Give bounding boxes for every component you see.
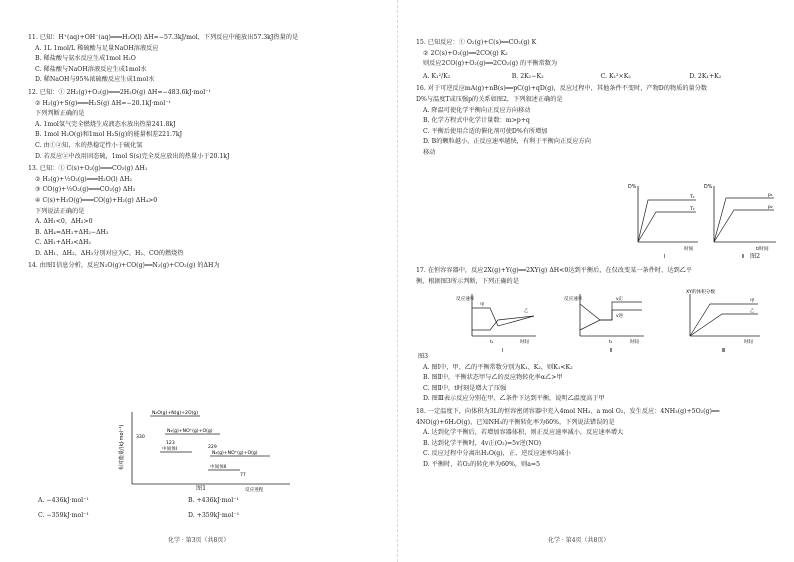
question-stem: 11. 已知：H⁺(aq)+OH⁻(aq)═══H₂O(l) ΔH=−57.3kJ/mol，下列反应中能放出57.3kJ热量的是: [28, 34, 299, 41]
x-axis-label: 时间: [684, 247, 694, 252]
option-b: B. +436kJ·mol⁻¹: [188, 497, 239, 504]
question-stem: 16. 对于可逆反应mA(g)+nB(s)══pC(g)+qD(g)，反应过程中，其他条件不变时，产物D的物质的量分数: [416, 85, 708, 93]
curve-label: 甲: [750, 299, 755, 304]
tick-label: t₁: [609, 340, 613, 345]
option-a: A. 1L 1mol/L 稀硫酸与足量NaOH溶液反应: [35, 44, 159, 52]
option-d: D. 稀NaOH与95%浓硫酸反应生成1mol水: [35, 76, 155, 84]
question-14: [28, 261, 387, 272]
option-c: C. 平衡后使用合适的催化剂可使D%有所增加: [423, 127, 548, 135]
question-stem: 12. 已知：① 2H₂(g)+O₂(g)═══2H₂O(g) ΔH=−483.6kJ·mol⁻¹: [28, 88, 211, 96]
option-a: A. 1mol氢气完全燃烧生成液态水放出热量241.8kJ: [35, 120, 176, 128]
question-stem: 14. 由图1信息分析，反应N₂O(g)+CO(g)══N₂(g)+CO₂(g) 的ΔH为: [28, 262, 220, 270]
graph-label: Ⅱ: [610, 348, 613, 354]
equation: ③ CO(g)+½O₂(g)═══CO₂(g) ΔH₃: [35, 186, 136, 194]
energy-level-label: N₂(g)+NO⁺(g)+O(g): [167, 429, 213, 434]
graph-label: Ⅲ: [722, 348, 726, 354]
y-axis-label: 相对能量/(kJ·mol⁻¹): [119, 424, 125, 470]
point-label: 乙: [524, 309, 529, 314]
option-a: A. K₁²/K₂: [423, 72, 451, 80]
question-prompt: 下列说法正确的是: [35, 207, 85, 215]
x-axis-label: 时间: [744, 340, 753, 345]
option-d-cont: 移动: [423, 148, 436, 156]
option-d: D. +359kJ·mol⁻¹: [188, 511, 240, 519]
curve-label: T₁: [690, 195, 695, 200]
option-b: B. 化学方程式中化学计量数：m>p+q: [423, 117, 530, 125]
figure-2: [626, 178, 782, 260]
curve-label: p₁: [768, 193, 773, 198]
energy-diagram: [120, 408, 300, 494]
question-11: [28, 33, 387, 86]
option-a: A. −436kJ·mol⁻¹: [38, 497, 89, 504]
y-axis-label: XY的体积分数: [686, 290, 715, 295]
option-b: B. 图Ⅱ中，平衡状态甲与乙的反应物转化率α乙>甲: [423, 374, 563, 382]
option-c: C. 图Ⅱ中，t时刻是增大了压强: [423, 384, 507, 392]
question-stem-cont: 衡，根据图3所示判断，下列正确的是: [416, 277, 519, 285]
option-b: B. 稀盐酸与氨水反应生成1mol H₂O: [35, 55, 136, 63]
question-stem: 18. 一定温度下，向体积为3L的恒容密闭容器中充入4mol NH₃、a mol O₂，发生反应：4NH₃(g)+5O₂(g)══: [416, 407, 720, 415]
option-a: A. 降温可使化学平衡向正反应方向移动: [423, 106, 531, 114]
option-c: C. K₁²×K₂: [600, 72, 631, 80]
option-b: B. 2K₁−K₂: [511, 72, 544, 80]
energy-value: 229: [208, 445, 217, 450]
graph-label: Ⅱ: [742, 254, 745, 260]
energy-value: 77: [240, 473, 246, 478]
equation: ② 2C(s)+O₂(g)══2CO(g) K₂: [423, 49, 508, 57]
question-17: [416, 266, 786, 287]
question-prompt: 则反应2CO(g)+O₂(g)══2CO₂(g) 的平衡常数为: [423, 60, 558, 68]
question-stem-cont: 4NO(g)+6H₂O(g)，已知NH₃的平衡转化率为60%，下列说法错误的是: [416, 418, 615, 426]
question-12: [28, 88, 387, 162]
question-prompt: 下列判断正确的是: [35, 110, 85, 118]
energy-level-label: N₂O(g)+N(g)+2O(g): [152, 411, 199, 416]
tick-label: t₁: [490, 340, 494, 345]
curve-label: p₂: [768, 205, 773, 210]
energy-value: 123: [166, 441, 175, 446]
y-axis-label: 反应速率: [564, 297, 583, 302]
figure-caption: 图1: [196, 485, 207, 492]
right-page: [397, 0, 794, 562]
option-c: C. 稀盐酸与NaOH溶液反应生成1mol水: [35, 65, 147, 73]
question-18: [416, 407, 786, 471]
graph-label: Ⅰ: [664, 254, 666, 260]
question-stem-cont: D%与温度T或压强p的关系如图2，下列叙述正确的是: [416, 95, 563, 103]
question-15: [416, 38, 778, 82]
question-16: [416, 84, 778, 158]
option-d: D. B的颗粒越小，正反应速率越快，有利于平衡向正反应方向: [423, 138, 591, 146]
y-axis-label: 反应速率: [456, 297, 475, 302]
option-d: D. 图Ⅲ表示反应分别在甲、乙条件下达到平衡，说明乙温度高于甲: [423, 395, 605, 403]
curve-label: T₂: [690, 207, 695, 212]
option-d: D. 平衡时，若O₂的转化率为60%，则a=5: [423, 460, 541, 468]
question-17-options: [416, 352, 786, 471]
option-b: B. ΔH₄=ΔH₁+ΔH₂−ΔH₃: [35, 228, 109, 236]
energy-value: 330: [136, 435, 145, 440]
y-axis-label: D%: [628, 185, 637, 190]
curve-label: 乙: [750, 309, 755, 314]
graph-label: Ⅰ: [502, 348, 504, 354]
question-13: [28, 164, 387, 259]
option-a: A. ΔH₁<0，ΔH₃>0: [35, 218, 93, 226]
option-b: B. 达到化学平衡时，4v正(O₂)=5v逆(NO): [423, 439, 542, 447]
intermediate-label: 中间体Ⅰ: [162, 447, 178, 452]
option-c: C. 由①②知，水的热稳定性小于硫化氢: [35, 141, 143, 149]
option-d: D. ΔH₁、ΔH₂、ΔH₃分别对应为C、H₂、CO的燃烧热: [35, 249, 184, 257]
curve-label: v正: [616, 297, 623, 302]
figure-3: [454, 290, 774, 354]
figure-caption: 图3: [418, 353, 429, 360]
equation: ② H₂(g)+½O₂(g)═══H₂O(l) ΔH₂: [35, 175, 132, 183]
x-axis-label: 反应进程: [245, 488, 264, 493]
equation: ② H₂(g)+S(g)═══H₂S(g) ΔH=−20.1kJ·mol⁻¹: [35, 99, 171, 107]
option-c: C. −359kJ·mol⁻¹: [38, 511, 89, 519]
option-c: C. 反应过程中分离出H₂O(g)，正、逆反应速率均减小: [423, 450, 571, 458]
figure-caption: 图2: [750, 253, 761, 260]
question-stem: 17. 在恒容容器中，反应2X(g)+Y(g)══2XY(g) ΔH<0达到平衡后，在仅改变某一条件时，达到乙平: [416, 267, 693, 274]
x-axis-label: 时间: [630, 340, 639, 345]
energy-level-label: N₂(g)+NO⁺(g)+O(g): [212, 451, 258, 456]
equation: ④ C(s)+H₂O(g)═══CO(g)+H₂(g) ΔH₄>0: [35, 196, 158, 204]
x-axis-label: 时间: [520, 340, 529, 345]
page-footer: 化学 · 第4页（共8页）: [548, 537, 610, 544]
x-axis-label: t/时间: [756, 247, 769, 252]
intermediate-label: 中间体Ⅱ: [210, 465, 227, 470]
question-14-options: [38, 496, 338, 521]
option-d: D. 2K₁+K₂: [689, 72, 722, 80]
option-c: C. ΔH₁+ΔH₃<ΔH₂: [35, 239, 91, 247]
option-b: B. 1mol H₂O(g)和1mol H₂S(g)的能量相差221.7kJ: [35, 131, 183, 139]
question-stem: 13. 已知：① C(s)+O₂(g)═══CO₂(g) ΔH₁: [28, 165, 148, 173]
option-a: A. 达到化学平衡后，若增加容器体积，则正反应速率减小，反应速率增大: [423, 429, 624, 437]
point-label: 甲: [480, 303, 485, 308]
question-stem: 15. 已知反应：① O₂(g)+C(s)══CO₂(g) K: [416, 39, 537, 46]
option-a: A. 图Ⅰ中，甲、乙的平衡常数分别为K₁、K₂，则K₁<K₂: [423, 363, 573, 371]
y-axis-label: D%: [704, 185, 713, 190]
option-d: D. 若反应②中改用固态硫，1mol S(s)完全反应放出的热量小于20.1kJ: [35, 152, 230, 160]
page-footer: 化学 · 第3页（共8页）: [168, 537, 230, 544]
curve-label: v逆: [616, 314, 623, 319]
